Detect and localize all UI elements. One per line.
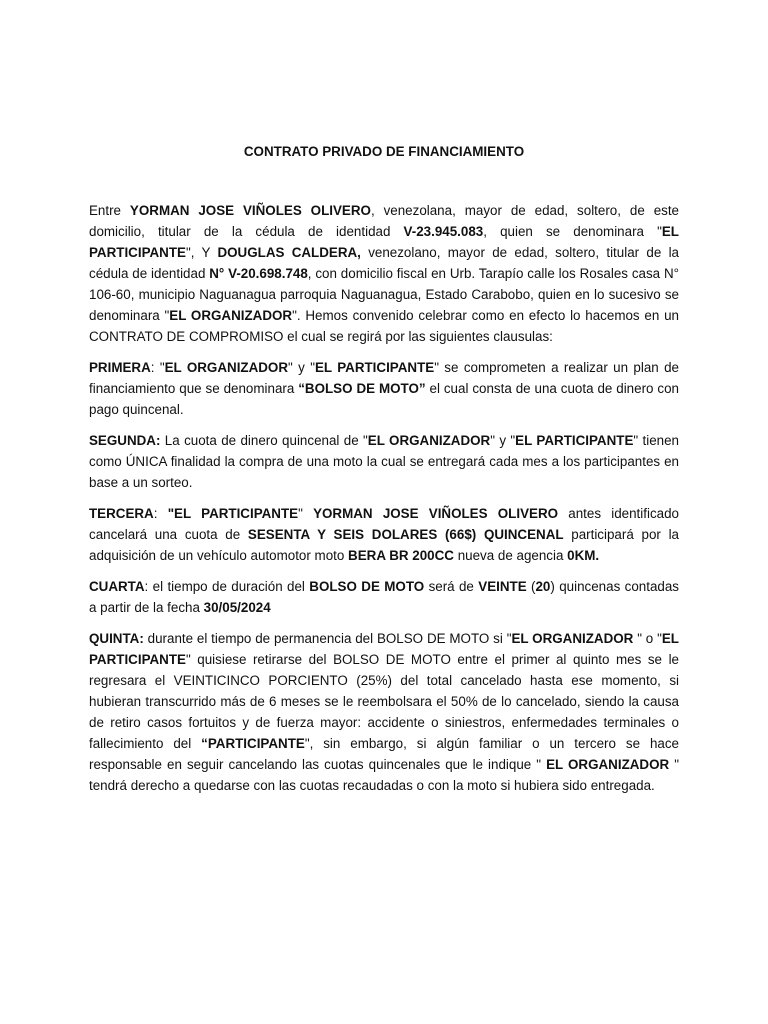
bold-text-run: BOLSO DE MOTO xyxy=(309,579,425,594)
bold-text-run: SESENTA Y SEIS DOLARES (66$) QUINCENAL xyxy=(247,527,564,542)
text-run: , venezolana, mayor de edad, soltero, de este domicilio, titular de la cédula de identidad xyxy=(89,203,679,239)
paragraph-tercera xyxy=(89,503,679,566)
bold-text-run: "EL PARTICIPANTE xyxy=(167,506,299,521)
bold-text-run: N° V-20.698.748 xyxy=(209,266,308,281)
text-run: : xyxy=(153,506,168,521)
text-run: " quisiese retirarse del BOLSO DE MOTO entre el primer al quinto mes se le regresara el VEINTICINCO PORCIENTO (25%) del total cancelado hasta ese momento, si hubieran transcurrido más de 6 meses se le reembolsara el 50% de lo cancelado, siendo la causa de retiro casos fortuitos y de fuerza mayor: accidente o siniestros, enfermedades terminales o fallecimiento del xyxy=(89,652,679,751)
text-run: Entre xyxy=(89,203,130,218)
text-run: , con domicilio fiscal en Urb. Tarapío calle los Rosales casa N° 106-60, municipio Naguanagua parroquia Naguanagua, Estado Carabobo, quien en lo sucesivo se denominara " xyxy=(89,266,679,323)
text-run: : el tiempo de duración del xyxy=(144,579,310,594)
text-run: ) quincenas contadas a partir de la fecha xyxy=(89,579,679,615)
text-run: participará por la adquisición de un vehículo automotor moto xyxy=(89,527,679,563)
bold-text-run: VEINTE xyxy=(478,579,527,594)
text-run: " y " xyxy=(490,433,516,448)
bold-text-run: V-23.945.083 xyxy=(403,224,484,239)
bold-text-run: 20 xyxy=(535,579,551,594)
bold-text-run: EL PARTICIPANTE xyxy=(314,360,435,375)
bold-text-run: EL ORGANIZADOR xyxy=(511,631,634,646)
text-run: ", Y xyxy=(185,245,218,260)
paragraph-intro xyxy=(89,200,679,347)
bold-text-run: EL ORGANIZADOR xyxy=(164,360,289,375)
bold-text-run: 0KM. xyxy=(567,548,600,563)
bold-text-run: “PARTICIPANTE xyxy=(201,736,305,751)
text-run: " o " xyxy=(633,631,662,646)
text-run: : " xyxy=(150,360,165,375)
text-run: " tienen como ÚNICA finalidad la compra de una moto la cual se entregará cada mes a los participantes en base a un sorteo. xyxy=(89,433,679,490)
text-run: " y " xyxy=(288,360,315,375)
text-run: " xyxy=(298,506,314,521)
document-body xyxy=(89,200,679,806)
bold-text-run: TERCERA xyxy=(89,506,154,521)
bold-text-run: EL ORGANIZADOR xyxy=(169,308,293,323)
text-run: ". Hemos convenido celebrar como en efecto lo hacemos en un CONTRATO DE COMPROMISO el cual se regirá por las siguientes clausulas: xyxy=(89,308,679,344)
bold-text-run: EL PARTICIPANTE xyxy=(89,224,679,260)
text-run: durante el tiempo de permanencia del BOLSO DE MOTO si " xyxy=(143,631,512,646)
paragraph-cuarta xyxy=(89,576,679,618)
bold-text-run: PRIMERA xyxy=(89,360,151,375)
text-run: venezolano, mayor de edad, soltero, titular de la cédula de identidad xyxy=(89,245,679,281)
text-run: " tendrá derecho a quedarse con las cuotas recaudadas o con la moto si hubiera sido entregada. xyxy=(89,757,679,793)
text-run: , quien se denominara " xyxy=(483,224,662,239)
bold-text-run: EL ORGANIZADOR xyxy=(367,433,491,448)
bold-text-run: CUARTA xyxy=(89,579,145,594)
text-run: será de xyxy=(424,579,479,594)
text-run: " se comprometen a realizar un plan de financiamiento que se denominara xyxy=(89,360,680,396)
text-run: ", sin embargo, si algún familiar o un tercero se hace responsable en seguir cancelando las cuotas quincenales que le indique " xyxy=(89,736,679,772)
bold-text-run: EL PARTICIPANTE xyxy=(89,631,679,667)
bold-text-run: SEGUNDA: xyxy=(89,433,161,448)
text-run: La cuota de dinero quincenal de " xyxy=(160,433,368,448)
text-run: nueva de agencia xyxy=(453,548,568,563)
text-run: el cual consta de una cuota de dinero con pago quincenal. xyxy=(89,381,679,417)
bold-text-run: DOUGLAS CALDERA, xyxy=(217,245,361,260)
bold-text-run: YORMAN JOSE VIÑOLES OLIVERO xyxy=(313,506,559,521)
text-run: ( xyxy=(526,579,536,594)
bold-text-run: YORMAN JOSE VIÑOLES OLIVERO xyxy=(129,203,371,218)
text-run: antes identificado cancelará una cuota de xyxy=(89,506,679,542)
document-title: CONTRATO PRIVADO DE FINANCIAMIENTO xyxy=(243,144,525,159)
bold-text-run: EL ORGANIZADOR xyxy=(546,757,670,772)
bold-text-run: EL PARTICIPANTE xyxy=(515,433,634,448)
bold-text-run: BERA BR 200CC xyxy=(348,548,454,563)
bold-text-run: QUINTA: xyxy=(89,631,144,646)
paragraph-quinta xyxy=(89,628,679,796)
bold-text-run: 30/05/2024 xyxy=(203,600,271,615)
bold-text-run: “BOLSO DE MOTO” xyxy=(298,381,426,396)
paragraph-primera xyxy=(89,357,679,420)
paragraph-segunda xyxy=(89,430,679,493)
